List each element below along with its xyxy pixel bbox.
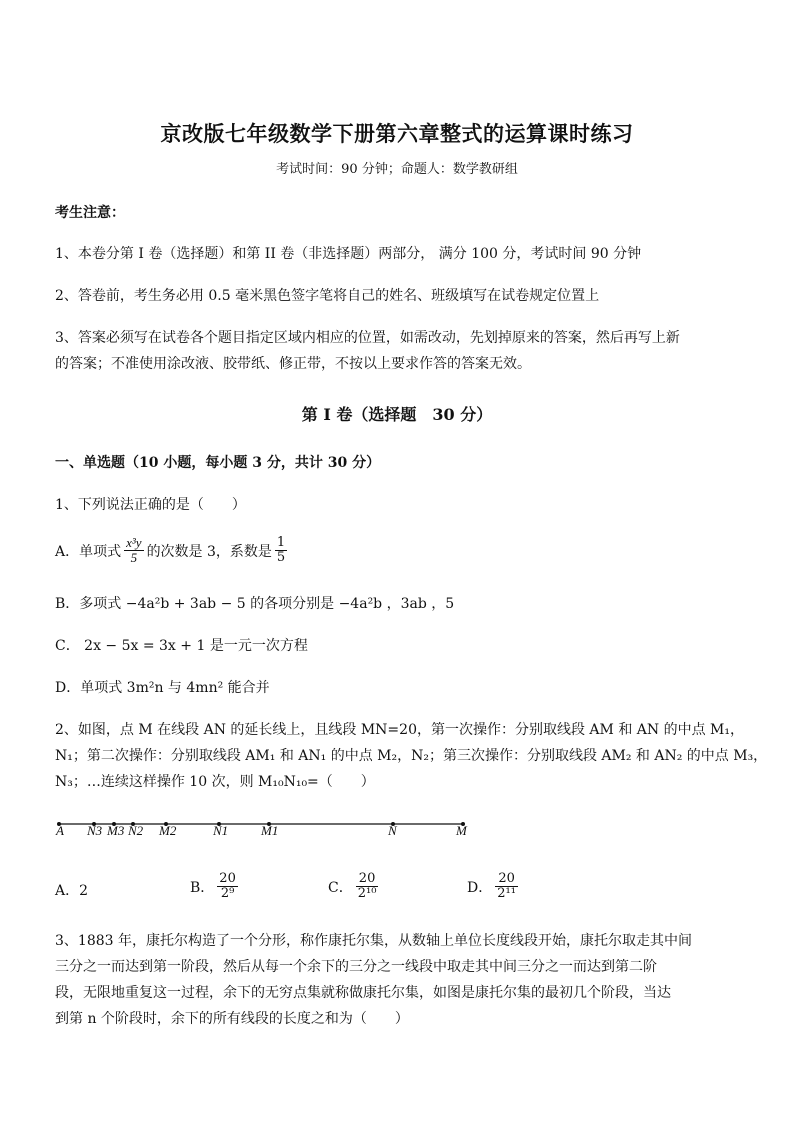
option-a-denominator: 5 (130, 550, 138, 566)
question-3-line-4: 到第 n 个阶段时，余下的所有线段的长度之和为（ ） (55, 1011, 409, 1027)
option-a-coef-denominator: 5 (276, 550, 286, 566)
question-2-line-3: N₃；…连续这样操作 10 次，则 M₁₀N₁₀=（ ） (55, 774, 375, 790)
question-2-option-c (328, 872, 381, 902)
option-b-denominator: 2⁹ (220, 886, 235, 902)
label-n2: N2 (128, 823, 144, 838)
option-c-fraction (356, 872, 379, 902)
label-n: N (388, 823, 397, 838)
segment-figure (0, 812, 794, 852)
label-m: M (456, 823, 467, 838)
option-d-denominator: 2¹¹ (497, 886, 516, 902)
option-b-prefix: B． (190, 879, 215, 896)
question-3-line-2: 三分之一而达到第一阶段，然后从每一个余下的三分之一线段中取走其中间三分之一而达到第二阶 (55, 959, 657, 975)
question-2-line-1: 2、如图，点 M 在线段 AN 的延长线上，且线段 MN=20，第一次操作：分别取线段 AM 和 AN 的中点 M₁， (55, 722, 744, 738)
question-1-stem: 1、下列说法正确的是（ ） (55, 497, 246, 513)
option-a-prefix: A．单项式 (55, 543, 122, 560)
label-n3: N3 (87, 823, 103, 838)
label-a: A (56, 823, 64, 838)
option-d-fraction (495, 872, 518, 902)
notice-item-3-cont: 的答案；不准使用涂改液、胶带纸、修正带，不按以上要求作答的答案无效。 (55, 356, 531, 372)
option-a-coef-numerator: 1 (276, 535, 286, 550)
question-2-option-a: A．2 (55, 883, 89, 899)
question-3-line-3: 段，无限地重复这一过程，余下的无穷点集就称做康托尔集，如图是康托尔集的最初几个阶段，当达 (55, 985, 671, 1001)
option-b-fraction (217, 872, 238, 902)
option-a-coef-fraction (275, 536, 287, 566)
page-title: 京改版七年级数学下册第六章整式的运算课时练习 (160, 121, 634, 146)
option-a-fraction (124, 536, 143, 566)
question-2-option-b (190, 872, 241, 902)
notice-item-2: 2、答卷前，考生务必用 0.5 毫米黑色签字笔将自己的姓名、班级填写在试卷规定位置上 (55, 288, 600, 304)
option-c-denominator: 2¹⁰ (357, 886, 377, 902)
notice-heading: 考生注意： (55, 205, 125, 221)
question-1-option-b: B．多项式 −4a²b + 3ab − 5 的各项分别是 −4a²b ，3ab ，5 (55, 596, 455, 612)
option-d-prefix: D． (467, 879, 493, 896)
question-1-option-c: C． 2x − 5x = 3x + 1 是一元一次方程 (55, 638, 308, 654)
label-m1: M1 (261, 823, 279, 838)
option-c-prefix: C． (328, 879, 353, 896)
exam-info: 考试时间：90 分钟；命题人：数学教研组 (276, 162, 518, 177)
question-1-option-a (55, 536, 290, 566)
question-1-option-d: D．单项式 3m²n 与 4mn² 能合并 (55, 680, 270, 696)
option-d-numerator: 20 (495, 872, 518, 887)
section-title: 第 I 卷（选择题 30 分） (301, 405, 493, 424)
notice-item-3: 3、答案必须写在试卷各个题目指定区域内相应的位置，如需改动，先划掉原来的答案，然后再写上新 (55, 330, 680, 346)
option-a-numerator: x³y (126, 535, 142, 550)
question-2-line-2: N₁；第二次操作：分别取线段 AM₁ 和 AN₁ 的中点 M₂，N₂；第三次操作：分别取线段 AM₂ 和 AN₂ 的中点 M₃， (55, 748, 768, 764)
part-heading: 一、单选题（10 小题，每小题 3 分，共计 30 分） (55, 455, 381, 471)
notice-item-1: 1、本卷分第 I 卷（选择题）和第 II 卷（非选择题）两部分， 满分 100 分，考试时间 90 分钟 (55, 246, 642, 262)
option-c-numerator: 20 (356, 872, 379, 887)
question-3-line-1: 3、1883 年，康托尔构造了一个分形，称作康托尔集，从数轴上单位长度线段开始，康托尔取走其中间 (55, 933, 692, 949)
option-a-middle: 的次数是 3，系数是 (146, 543, 272, 560)
label-n1: N1 (213, 823, 229, 838)
label-m3: M3 (107, 823, 125, 838)
option-b-numerator: 20 (219, 871, 236, 886)
label-m2: M2 (159, 823, 177, 838)
question-2-option-d (467, 872, 521, 902)
